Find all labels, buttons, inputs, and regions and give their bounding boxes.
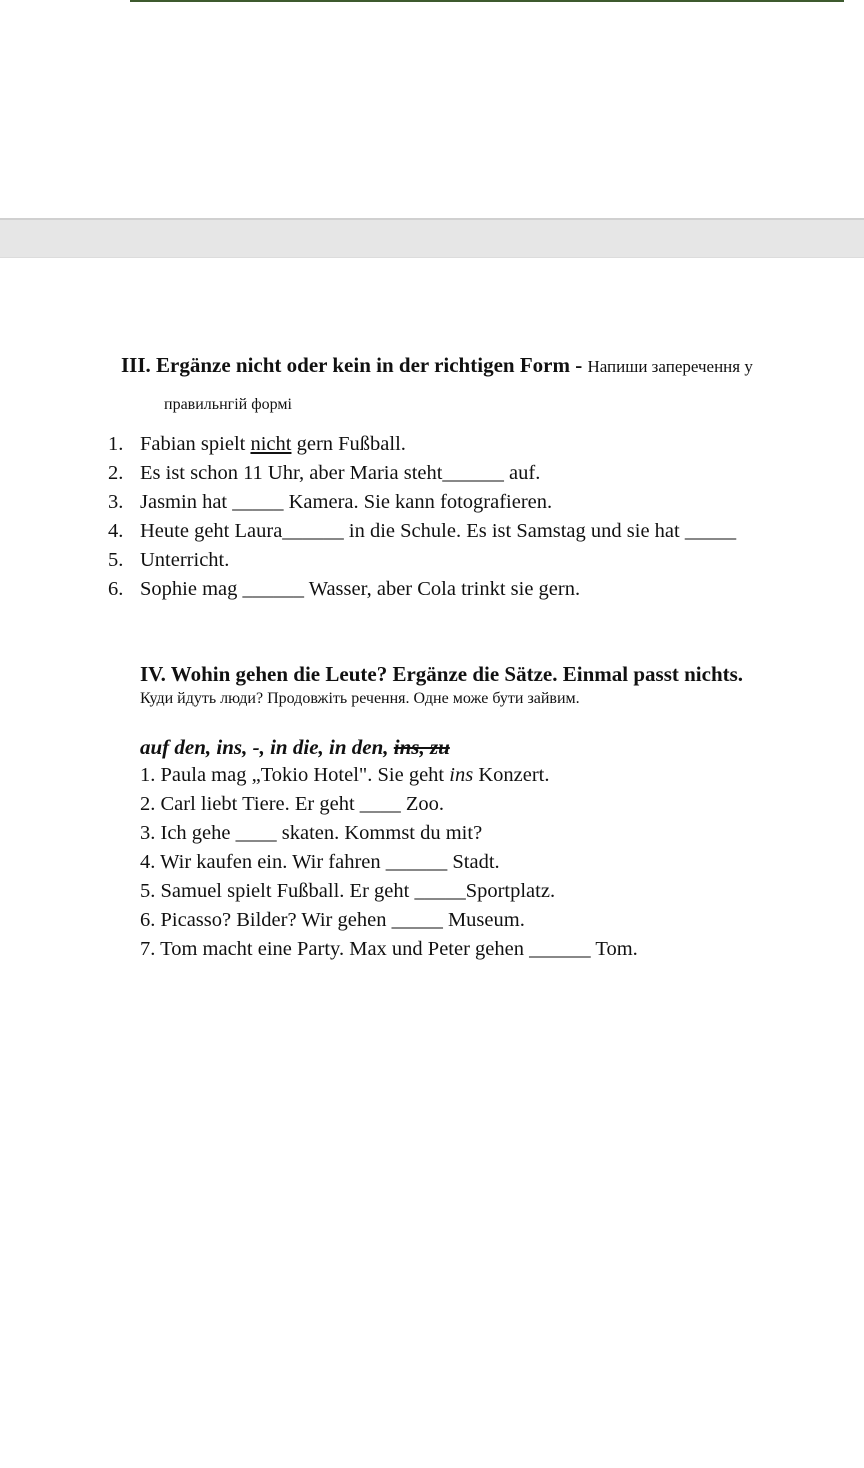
section-4-list bbox=[140, 761, 638, 964]
word-bank-struck: ins, zu bbox=[393, 735, 450, 759]
list-item: 6. Picasso? Bilder? Wir gehen _____ Museum. bbox=[140, 909, 525, 931]
list-item: 1. Paula mag „Tokio Hotel". Sie geht ins Konzert. bbox=[140, 764, 550, 786]
list-item: 7. Tom macht eine Party. Max und Peter gehen ______ Tom. bbox=[140, 938, 638, 960]
list-item: 2. Es ist schon 11 Uhr, aber Maria steht______ auf. bbox=[108, 462, 541, 484]
list-item: 2. Carl liebt Tiere. Er geht ____ Zoo. bbox=[140, 793, 445, 815]
section-3-list bbox=[108, 430, 828, 604]
top-page-rule bbox=[130, 0, 844, 2]
list-item: 4. Wir kaufen ein. Wir fahren ______ Stadt. bbox=[140, 851, 500, 873]
list-item: 1. Fabian spielt nicht gern Fußball. bbox=[108, 433, 406, 455]
word-bank bbox=[140, 734, 450, 760]
list-item: 3. Ich gehe ____ skaten. Kommst du mit? bbox=[140, 822, 483, 844]
list-item: 6. Sophie mag ______ Wasser, aber Cola trinkt sie gern. bbox=[108, 578, 581, 600]
page-separator bbox=[0, 218, 864, 258]
word-bank-main: auf den, ins, -, in die, in den, bbox=[140, 735, 389, 759]
section-3-title bbox=[121, 352, 861, 380]
list-item: 4. Heute geht Laura______ in die Schule. Es ist Samstag und sie hat _____ bbox=[108, 520, 737, 542]
section-3-subtitle: правильнгій формі bbox=[164, 396, 292, 413]
section-3-title-bold: III. Ergänze nicht oder kein in der richtigen Form - bbox=[121, 353, 583, 377]
section-4-subtitle: Куди йдуть люди? Продовжіть речення. Одне може бути зайвим. bbox=[140, 690, 580, 707]
section-4-title: IV. Wohin gehen die Leute? Ergänze die Sätze. Einmal passt nichts. bbox=[140, 662, 744, 686]
list-item: 5. Unterricht. bbox=[108, 549, 230, 571]
list-item: 5. Samuel spielt Fußball. Er geht _____Sportplatz. bbox=[140, 880, 556, 902]
section-3-title-ua: Напиши заперечення у bbox=[587, 357, 753, 376]
list-item: 3. Jasmin hat _____ Kamera. Sie kann fotografieren. bbox=[108, 491, 553, 513]
